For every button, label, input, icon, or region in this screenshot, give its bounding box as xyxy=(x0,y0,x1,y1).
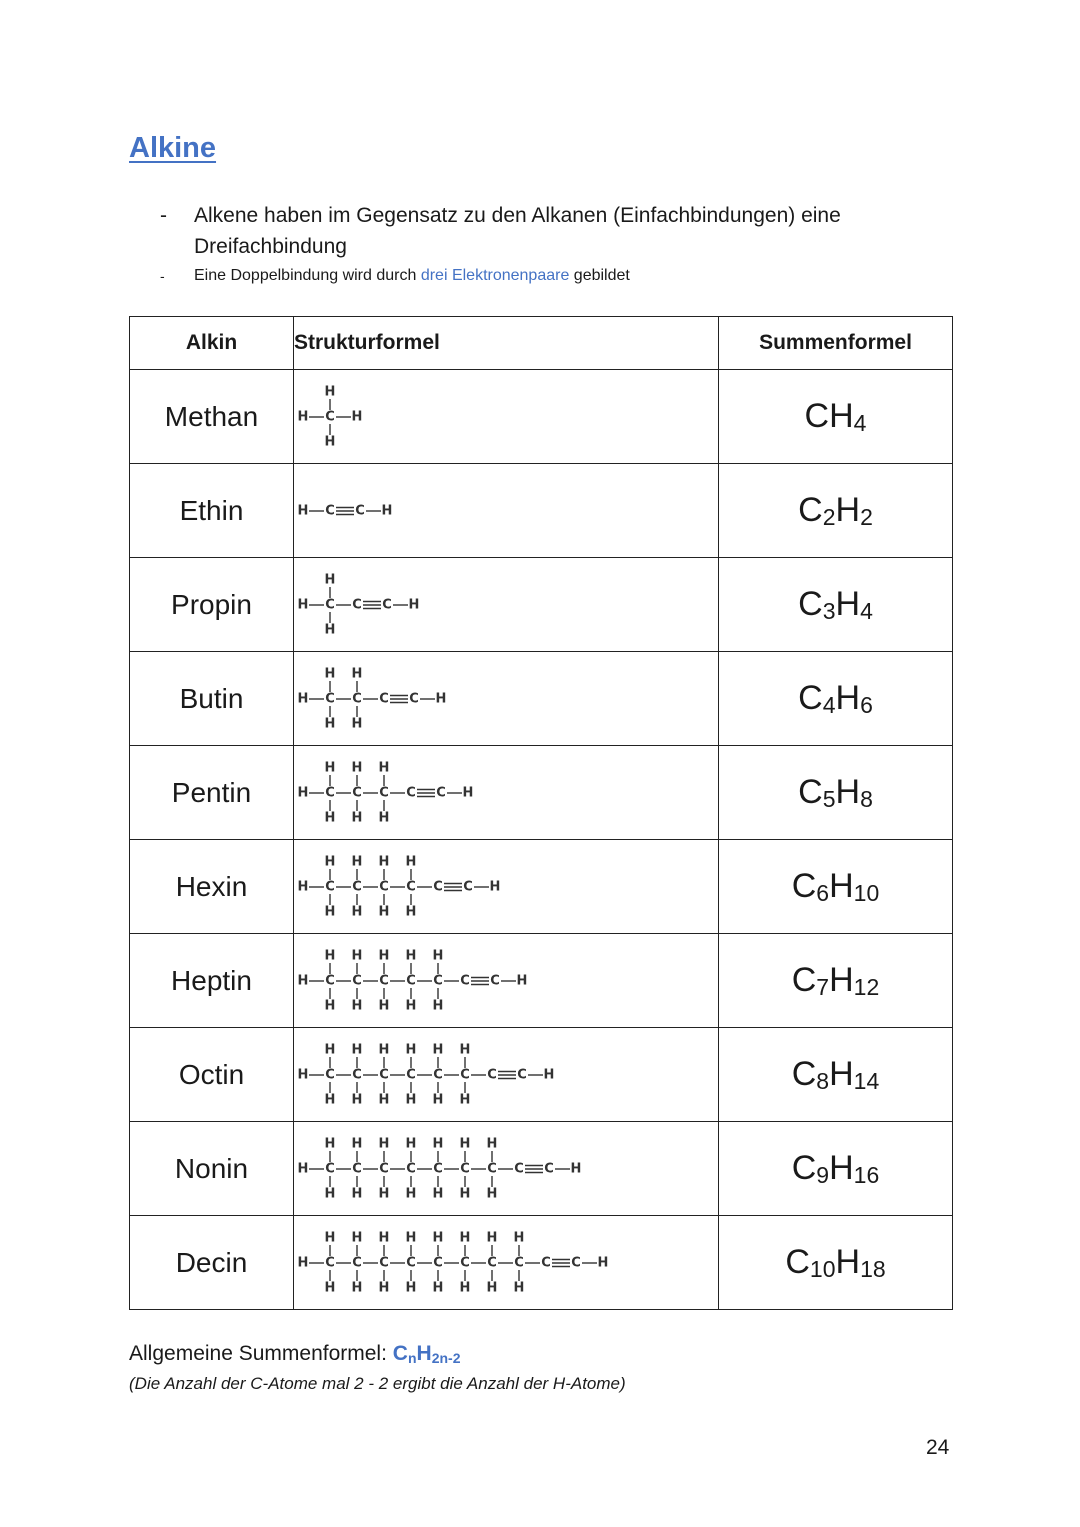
table-header-row xyxy=(130,317,953,370)
hydrogen-atom: H xyxy=(462,785,474,800)
hydrogen-atom: H xyxy=(351,760,363,775)
carbon-atom: C xyxy=(325,691,335,706)
hydrogen-atom: H xyxy=(486,1136,498,1151)
bullet-item xyxy=(160,264,960,288)
hydrogen-atom: H xyxy=(297,879,309,894)
hydrogen-atom: H xyxy=(378,1280,390,1295)
hydrogen-atom: H xyxy=(324,716,336,731)
table-row xyxy=(130,1216,953,1310)
hydrogen-atom: H xyxy=(297,597,309,612)
hydrogen-atom: H xyxy=(408,597,420,612)
hydrogen-atom: H xyxy=(324,854,336,869)
carbon-atom: C xyxy=(463,879,473,894)
carbon-atom: C xyxy=(487,1161,497,1176)
hydrogen-atom: H xyxy=(459,1186,471,1201)
molecular-formula: $C_6H_{10}$ xyxy=(719,840,953,934)
hydrogen-atom: H xyxy=(405,1092,417,1107)
general-formula-label: Allgemeine Summenformel: xyxy=(129,1342,393,1365)
formula-note: (Die Anzahl der C-Atome mal 2 - 2 ergibt die Anzahl der H-Atome) xyxy=(129,1374,626,1393)
hydrogen-atom: H xyxy=(324,760,336,775)
hydrogen-atom: H xyxy=(405,1230,417,1245)
carbon-atom: C xyxy=(352,785,362,800)
carbon-atom: C xyxy=(541,1255,551,1270)
hydrogen-atom: H xyxy=(351,1042,363,1057)
hydrogen-atom: H xyxy=(432,1136,444,1151)
carbon-atom: C xyxy=(433,879,443,894)
molecular-formula: $C_2H_2$ xyxy=(719,464,953,558)
hydrogen-atom: H xyxy=(351,1092,363,1107)
hydrogen-atom: H xyxy=(324,1042,336,1057)
structural-formula xyxy=(294,659,451,739)
alkyne-name: Methan xyxy=(130,370,294,464)
hydrogen-atom: H xyxy=(297,503,309,518)
hydrogen-atom: H xyxy=(405,854,417,869)
carbon-atom: C xyxy=(325,503,335,518)
molecular-formula: $CH_4$ xyxy=(719,370,953,464)
structural-formula xyxy=(294,941,532,1021)
hydrogen-atom: H xyxy=(324,1092,336,1107)
hydrogen-atom: H xyxy=(324,810,336,825)
structural-formula xyxy=(294,377,367,457)
header-strukturformel: Strukturformel xyxy=(294,317,719,370)
molecular-formula: $C_4H_6$ xyxy=(719,652,953,746)
structure-cell xyxy=(294,558,719,652)
hydrogen-atom: H xyxy=(297,785,309,800)
hydrogen-atom: H xyxy=(297,1255,309,1270)
bullet-list xyxy=(160,200,960,288)
page-number: 24 xyxy=(926,1436,950,1459)
carbon-atom: C xyxy=(352,879,362,894)
carbon-atom: C xyxy=(406,973,416,988)
structural-formula xyxy=(294,565,424,645)
hydrogen-atom: H xyxy=(378,948,390,963)
hydrogen-atom: H xyxy=(516,973,528,988)
alkyne-name: Propin xyxy=(130,558,294,652)
hydrogen-atom: H xyxy=(324,666,336,681)
structure-cell xyxy=(294,370,719,464)
alkyne-name: Pentin xyxy=(130,746,294,840)
carbon-atom: C xyxy=(433,973,443,988)
hydrogen-atom: H xyxy=(351,1186,363,1201)
carbon-atom: C xyxy=(409,691,419,706)
table-row xyxy=(130,746,953,840)
header-alkin: Alkin xyxy=(130,317,294,370)
molecular-formula: $C_{10}H_{18}$ xyxy=(719,1216,953,1310)
hydrogen-atom: H xyxy=(489,879,501,894)
carbon-atom: C xyxy=(433,1067,443,1082)
carbon-atom: C xyxy=(406,879,416,894)
carbon-atom: C xyxy=(460,1255,470,1270)
hydrogen-atom: H xyxy=(351,409,363,424)
table-row xyxy=(130,558,953,652)
structure-cell xyxy=(294,1216,719,1310)
carbon-atom: C xyxy=(487,1255,497,1270)
hydrogen-atom: H xyxy=(378,810,390,825)
table-row xyxy=(130,1122,953,1216)
bullet-marker: - xyxy=(160,268,165,284)
hydrogen-atom: H xyxy=(381,503,393,518)
header-summenformel: Summenformel xyxy=(719,317,953,370)
hydrogen-atom: H xyxy=(297,409,309,424)
hydrogen-atom: H xyxy=(297,1161,309,1176)
hydrogen-atom: H xyxy=(432,1186,444,1201)
structure-cell xyxy=(294,746,719,840)
hydrogen-atom: H xyxy=(324,434,336,449)
hydrogen-atom: H xyxy=(597,1255,609,1270)
hydrogen-atom: H xyxy=(513,1280,525,1295)
hydrogen-atom: H xyxy=(324,572,336,587)
hydrogen-atom: H xyxy=(486,1186,498,1201)
carbon-atom: C xyxy=(352,1161,362,1176)
hydrogen-atom: H xyxy=(324,622,336,637)
hydrogen-atom: H xyxy=(378,760,390,775)
carbon-atom: C xyxy=(514,1161,524,1176)
alkyne-name: Nonin xyxy=(130,1122,294,1216)
hydrogen-atom: H xyxy=(351,666,363,681)
table-row xyxy=(130,370,953,464)
carbon-atom: C xyxy=(352,691,362,706)
carbon-atom: C xyxy=(325,1255,335,1270)
structural-formula xyxy=(294,847,505,927)
hydrogen-atom: H xyxy=(405,1042,417,1057)
structural-formula xyxy=(294,471,397,551)
hydrogen-atom: H xyxy=(486,1280,498,1295)
table-row xyxy=(130,464,953,558)
carbon-atom: C xyxy=(379,973,389,988)
hydrogen-atom: H xyxy=(513,1230,525,1245)
carbon-atom: C xyxy=(352,1255,362,1270)
hydrogen-atom: H xyxy=(378,998,390,1013)
hydrogen-atom: H xyxy=(432,948,444,963)
carbon-atom: C xyxy=(382,597,392,612)
molecular-formula: $C_5H_8$ xyxy=(719,746,953,840)
molecular-formula: $C_7H_{12}$ xyxy=(719,934,953,1028)
hydrogen-atom: H xyxy=(324,1136,336,1151)
carbon-atom: C xyxy=(325,973,335,988)
hydrogen-atom: H xyxy=(435,691,447,706)
hydrogen-atom: H xyxy=(324,384,336,399)
carbon-atom: C xyxy=(325,1067,335,1082)
table-row xyxy=(130,840,953,934)
hydrogen-atom: H xyxy=(378,1230,390,1245)
molecular-formula: $C_9H_{16}$ xyxy=(719,1122,953,1216)
hydrogen-atom: H xyxy=(432,1092,444,1107)
carbon-atom: C xyxy=(352,597,362,612)
carbon-atom: C xyxy=(514,1255,524,1270)
bullet-marker: - xyxy=(160,204,167,227)
carbon-atom: C xyxy=(325,785,335,800)
carbon-atom: C xyxy=(517,1067,527,1082)
hydrogen-atom: H xyxy=(324,948,336,963)
hydrogen-atom: H xyxy=(405,904,417,919)
carbon-atom: C xyxy=(436,785,446,800)
hydrogen-atom: H xyxy=(405,1186,417,1201)
hydrogen-atom: H xyxy=(351,948,363,963)
bullet-item xyxy=(160,200,960,262)
hydrogen-atom: H xyxy=(570,1161,582,1176)
hydrogen-atom: H xyxy=(351,998,363,1013)
general-formula xyxy=(129,1342,460,1366)
hydrogen-atom: H xyxy=(351,854,363,869)
hydrogen-atom: H xyxy=(351,904,363,919)
structure-cell xyxy=(294,652,719,746)
alkyne-table xyxy=(129,316,953,1310)
hydrogen-atom: H xyxy=(378,1136,390,1151)
general-formula-h: H xyxy=(416,1342,432,1365)
hydrogen-atom: H xyxy=(432,1230,444,1245)
bullet-text: Alkene haben im Gegensatz zu den Alkanen (Einfachbindungen) eine Dreifachbindung xyxy=(194,204,841,258)
hydrogen-atom: H xyxy=(297,1067,309,1082)
molecular-formula: $C_3H_4$ xyxy=(719,558,953,652)
carbon-atom: C xyxy=(406,785,416,800)
bullet-highlight: drei Elektronenpaare xyxy=(420,267,570,284)
carbon-atom: C xyxy=(352,973,362,988)
hydrogen-atom: H xyxy=(324,1280,336,1295)
table-body xyxy=(130,370,953,1310)
hydrogen-atom: H xyxy=(405,998,417,1013)
hydrogen-atom: H xyxy=(297,691,309,706)
hydrogen-atom: H xyxy=(405,1280,417,1295)
carbon-atom: C xyxy=(406,1255,416,1270)
carbon-atom: C xyxy=(406,1067,416,1082)
hydrogen-atom: H xyxy=(351,1230,363,1245)
table-row xyxy=(130,934,953,1028)
carbon-atom: C xyxy=(352,1067,362,1082)
general-formula-h-sub: 2n-2 xyxy=(431,1350,461,1366)
structure-cell xyxy=(294,1122,719,1216)
hydrogen-atom: H xyxy=(459,1230,471,1245)
hydrogen-atom: H xyxy=(324,1230,336,1245)
hydrogen-atom: H xyxy=(324,1186,336,1201)
carbon-atom: C xyxy=(379,1067,389,1082)
carbon-atom: C xyxy=(379,785,389,800)
bullet-text-after: gebildet xyxy=(569,267,630,284)
structure-cell xyxy=(294,840,719,934)
alkyne-name: Octin xyxy=(130,1028,294,1122)
hydrogen-atom: H xyxy=(459,1092,471,1107)
table-row xyxy=(130,652,953,746)
carbon-atom: C xyxy=(433,1161,443,1176)
hydrogen-atom: H xyxy=(378,1186,390,1201)
alkyne-name: Butin xyxy=(130,652,294,746)
carbon-atom: C xyxy=(460,1067,470,1082)
carbon-atom: C xyxy=(460,1161,470,1176)
structural-formula xyxy=(294,1223,613,1303)
hydrogen-atom: H xyxy=(432,1280,444,1295)
general-formula-value xyxy=(393,1342,461,1365)
bullet-text-before: Eine Doppelbindung wird durch xyxy=(194,267,421,284)
carbon-atom: C xyxy=(355,503,365,518)
hydrogen-atom: H xyxy=(432,1042,444,1057)
carbon-atom: C xyxy=(379,691,389,706)
structural-formula xyxy=(294,753,478,833)
hydrogen-atom: H xyxy=(405,1136,417,1151)
hydrogen-atom: H xyxy=(405,948,417,963)
hydrogen-atom: H xyxy=(378,1042,390,1057)
hydrogen-atom: H xyxy=(459,1042,471,1057)
hydrogen-atom: H xyxy=(351,1280,363,1295)
structure-cell xyxy=(294,934,719,1028)
alkyne-name: Decin xyxy=(130,1216,294,1310)
carbon-atom: C xyxy=(325,1161,335,1176)
hydrogen-atom: H xyxy=(351,810,363,825)
carbon-atom: C xyxy=(379,1255,389,1270)
carbon-atom: C xyxy=(544,1161,554,1176)
structure-cell xyxy=(294,1028,719,1122)
hydrogen-atom: H xyxy=(351,716,363,731)
carbon-atom: C xyxy=(325,879,335,894)
alkyne-name: Heptin xyxy=(130,934,294,1028)
carbon-atom: C xyxy=(406,1161,416,1176)
hydrogen-atom: H xyxy=(297,973,309,988)
carbon-atom: C xyxy=(379,879,389,894)
carbon-atom: C xyxy=(571,1255,581,1270)
carbon-atom: C xyxy=(433,1255,443,1270)
alkyne-name: Ethin xyxy=(130,464,294,558)
structural-formula xyxy=(294,1035,559,1115)
page-title: Alkine xyxy=(129,132,217,164)
structure-cell xyxy=(294,464,719,558)
carbon-atom: C xyxy=(325,409,335,424)
carbon-atom: C xyxy=(490,973,500,988)
table-row xyxy=(130,1028,953,1122)
hydrogen-atom: H xyxy=(378,904,390,919)
carbon-atom: C xyxy=(460,973,470,988)
molecular-formula: $C_8H_{14}$ xyxy=(719,1028,953,1122)
hydrogen-atom: H xyxy=(432,998,444,1013)
carbon-atom: C xyxy=(325,597,335,612)
alkyne-name: Hexin xyxy=(130,840,294,934)
carbon-atom: C xyxy=(487,1067,497,1082)
general-formula-c-sub: n xyxy=(407,1350,417,1366)
general-formula-c: C xyxy=(392,1342,408,1365)
structural-formula xyxy=(294,1129,586,1209)
hydrogen-atom: H xyxy=(324,904,336,919)
hydrogen-atom: H xyxy=(486,1230,498,1245)
hydrogen-atom: H xyxy=(378,1092,390,1107)
carbon-atom: C xyxy=(379,1161,389,1176)
hydrogen-atom: H xyxy=(324,998,336,1013)
hydrogen-atom: H xyxy=(459,1136,471,1151)
hydrogen-atom: H xyxy=(459,1280,471,1295)
hydrogen-atom: H xyxy=(378,854,390,869)
hydrogen-atom: H xyxy=(543,1067,555,1082)
hydrogen-atom: H xyxy=(351,1136,363,1151)
